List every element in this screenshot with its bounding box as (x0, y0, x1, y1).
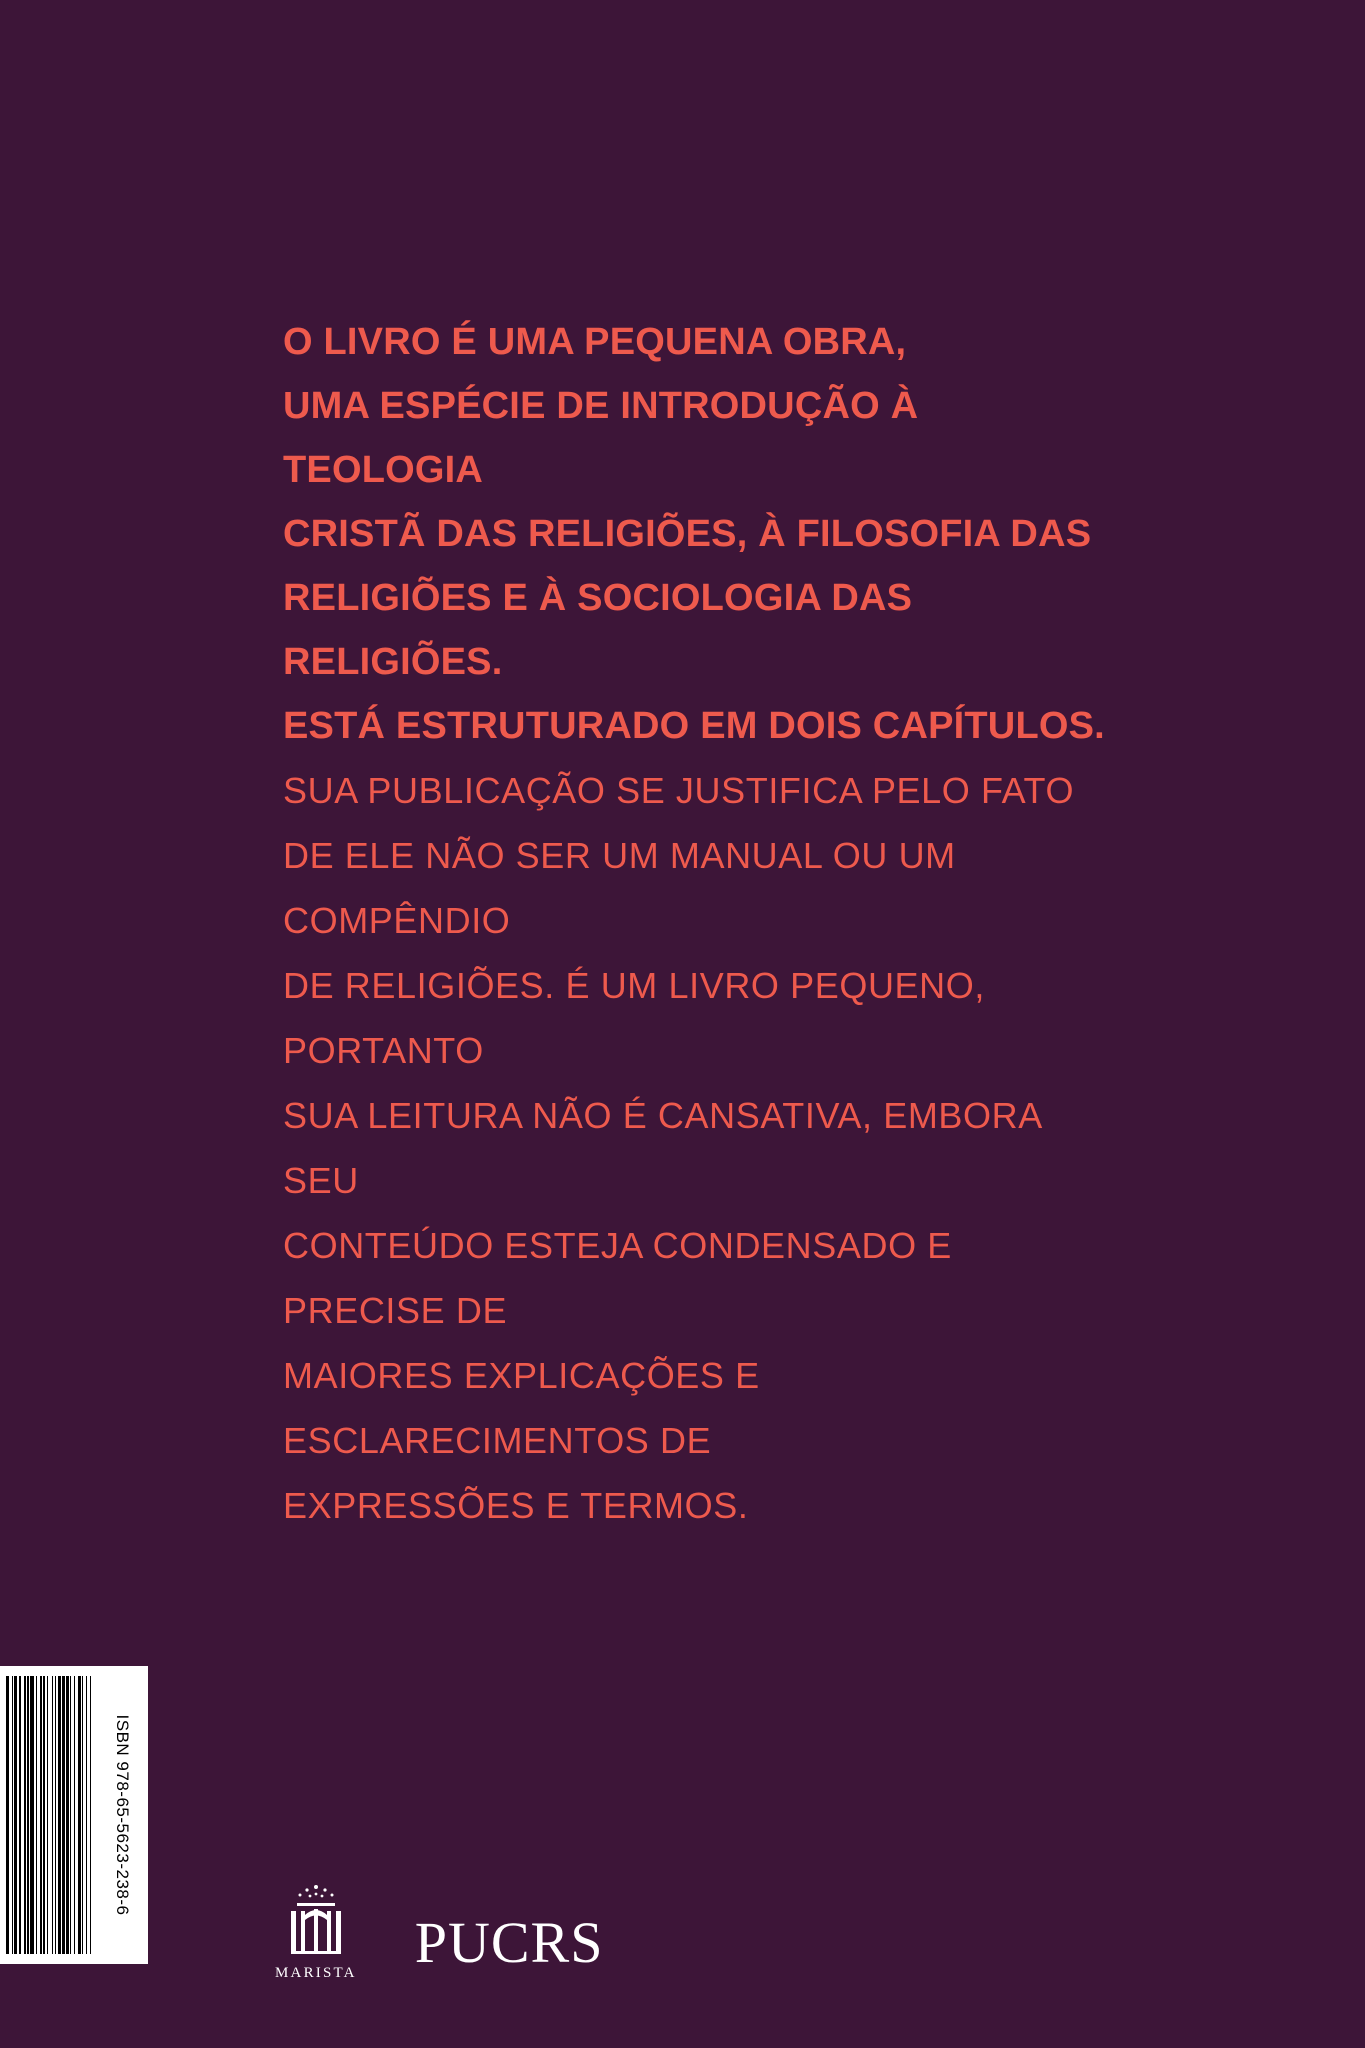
isbn-barcode (0, 1666, 148, 1964)
blurb-regular-line: MAIORES EXPLICAÇÕES E ESCLARECIMENTOS DE (283, 1355, 760, 1461)
blurb-bold-line: UMA ESPÉCIE DE INTRODUÇÃO À TEOLOGIA (283, 385, 919, 491)
publisher-logos (275, 1881, 604, 1982)
isbn-number (96, 1666, 148, 1964)
barcode-bar (91, 1676, 92, 1954)
pucrs-wordmark: PUCRS (414, 1910, 604, 1975)
isbn-label: ISBN 978-65-5623-238-6 (113, 1714, 132, 1916)
blurb-regular-paragraph (283, 758, 1113, 1538)
blurb-bold-line: CRISTÃ DAS RELIGIÕES, À FILOSOFIA DAS (283, 513, 1092, 555)
blurb-regular-line: DE RELIGIÕES. É UM LIVRO PEQUENO, PORTANTO (283, 965, 985, 1071)
blurb-text-block (283, 310, 1113, 1538)
blurb-regular-line: SUA PUBLICAÇÃO SE JUSTIFICA PELO FATO (283, 770, 1075, 811)
marista-wordmark: MARISTA (275, 1965, 357, 1981)
blurb-bold-line: O LIVRO É UMA PEQUENA OBRA, (283, 321, 907, 363)
blurb-regular-line: CONTEÚDO ESTEJA CONDENSADO E PRECISE DE (283, 1225, 952, 1331)
blurb-regular-line: SUA LEITURA NÃO É CANSATIVA, EMBORA SEU (283, 1095, 1041, 1201)
blurb-bold-paragraph (283, 310, 1113, 758)
marista-logo (275, 1881, 357, 1982)
marista-monogram-icon (279, 1881, 353, 1961)
blurb-regular-line: DE ELE NÃO SER UM MANUAL OU UM COMPÊNDIO (283, 835, 956, 941)
blurb-bold-line: ESTÁ ESTRUTURADO EM DOIS CAPÍTULOS. (283, 705, 1105, 747)
barcode-bars (0, 1666, 96, 1964)
blurb-regular-line: EXPRESSÕES E TERMOS. (283, 1485, 749, 1526)
blurb-bold-line: RELIGIÕES E À SOCIOLOGIA DAS RELIGIÕES. (283, 577, 913, 683)
